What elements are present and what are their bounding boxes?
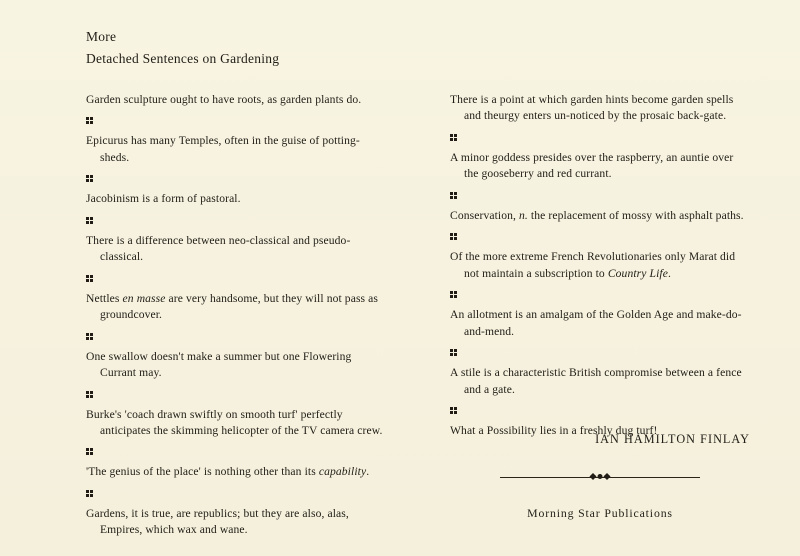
square-fleuron-ornament-icon [86,391,93,398]
square-fleuron-ornament-icon [450,291,457,298]
square-fleuron-ornament-icon [86,275,93,282]
sentence: What a Possibility lies in a freshly dug turf! [450,423,658,437]
sentence: Epicurus has many Temples, often in the guise of potting-sheds. [86,134,360,164]
right-text-column [450,92,750,439]
square-fleuron-ornament-icon [450,134,457,141]
sentence: A stile is a characteristic British compromise between a fence and a gate. [450,366,742,396]
title-line-subtitle: Detached Sentences on Gardening [86,50,280,66]
sentence: Burke's 'coach drawn swiftly on smooth turf' perfectly anticipates the skimming helicopter of the TV camera crew. [86,407,383,437]
sentence: There is a point at which garden hints become garden spells and theurgy enters un-noticed by the prosaic back-gate. [450,93,734,123]
sentence: Conservation, n. the replacement of mossy with asphalt paths. [450,208,744,222]
sentence: A minor goddess presides over the raspberry, an auntie over the gooseberry and red currant. [450,150,734,181]
square-fleuron-ornament-icon [86,490,93,497]
sentence: Of the more extreme French Revolutionaries only Marat did not maintain a subscription to Country Life. [450,250,736,280]
ornamental-rule-icon [500,472,700,484]
square-fleuron-ornament-icon [450,192,457,199]
colophon [450,472,750,521]
author-signature: IAN HAMILTON FINLAY [595,432,750,446]
square-fleuron-ornament-icon [86,217,93,224]
publisher-name: Morning Star Publications [527,506,673,520]
square-fleuron-ornament-icon [450,233,457,240]
square-fleuron-ornament-icon [86,117,93,124]
square-fleuron-ornament-icon [86,448,93,455]
sentence: An allotment is an amalgam of the Golden Age and make-do-and-mend. [450,308,742,338]
square-fleuron-ornament-icon [86,175,93,182]
sentence: 'The genius of the place' is nothing other than its capability. [86,465,370,479]
sentence: Nettles en masse are very handsome, but they will not pass as groundcover. [86,291,379,322]
square-fleuron-ornament-icon [450,349,457,356]
square-fleuron-ornament-icon [86,333,93,340]
title-line-more: More [86,29,117,44]
sentence: There is a difference between neo-classical and pseudo-classical. [86,233,351,264]
sentence: Jacobinism is a form of pastoral. [86,192,241,206]
left-text-column [86,92,386,539]
sentence: Gardens, it is true, are republics; but they are also, alas, Empires, which wax and wane. [86,506,349,537]
sentence: Garden sculpture ought to have roots, as garden plants do. [86,93,362,106]
page-title [86,26,279,70]
square-fleuron-ornament-icon [450,407,457,414]
sentence: One swallow doesn't make a summer but one Flowering Currant may. [86,349,352,380]
